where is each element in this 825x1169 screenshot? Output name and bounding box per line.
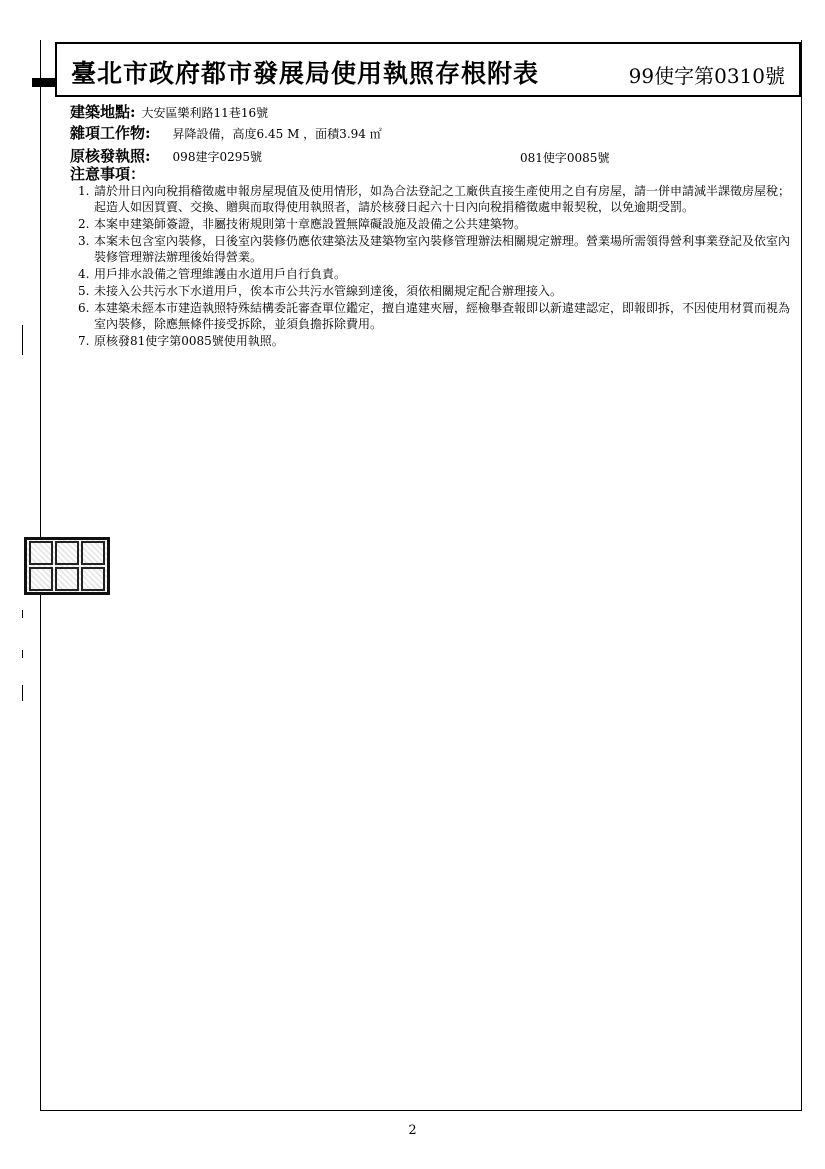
note-number: 2. — [78, 217, 90, 231]
seal-glyph-block — [55, 567, 79, 591]
margin-tick — [22, 610, 23, 618]
seal-glyph-block — [55, 541, 79, 565]
misc-row — [70, 122, 382, 143]
margin-tick — [22, 685, 23, 701]
margin-tick — [22, 325, 23, 355]
location-value: 大安區樂利路11巷16號 — [141, 106, 269, 120]
notes-list — [78, 183, 790, 350]
note-item — [78, 283, 790, 299]
note-text: 本建築未經本市建造執照特殊結構委託審查單位鑑定，擅自違建夾層，經檢舉查報即以新違建認定，即報即拆，不因使用材質而視為室內裝修，除應無條件接受拆除，並須負擔拆除費用。 — [94, 301, 791, 331]
original-license-label: 原核發執照: — [70, 147, 151, 165]
note-number: 4. — [78, 267, 90, 281]
note-item — [78, 300, 790, 332]
license-number: 99使字第0310號 — [628, 64, 785, 88]
note-item — [78, 266, 790, 282]
note-item — [78, 216, 790, 232]
note-number: 6. — [78, 301, 90, 315]
note-text: 未接入公共污水下水道用戶，俟本市公共污水管線到達後，須依相關規定配合辦理接入。 — [94, 284, 563, 298]
seal-glyph-block — [29, 541, 53, 565]
seal-glyph-block — [29, 567, 53, 591]
document-title: 臺北市政府都市發展局使用執照存根附表 — [71, 59, 540, 88]
seal-glyph-block — [81, 541, 105, 565]
location-label: 建築地點: — [70, 103, 136, 121]
notes-heading: 注意事項： — [70, 165, 146, 183]
note-item — [78, 333, 790, 349]
black-tab-mark — [32, 78, 56, 87]
note-text: 用戶排水設備之管理維護由水道用戶自行負責。 — [94, 267, 347, 281]
margin-tick — [22, 650, 23, 658]
original-license-value-1: 098建字0295號 — [172, 150, 262, 164]
note-item — [78, 183, 790, 215]
misc-label: 雜項工作物: — [70, 124, 151, 142]
official-seal-stamp — [24, 537, 110, 595]
note-number: 3. — [78, 234, 90, 248]
original-license-value-2: 081使字0085號 — [520, 151, 610, 165]
note-text: 請於卅日內向稅捐稽徵處申報房屋現值及使用情形，如為合法登記之工廠供直接生產使用之自有房屋，請一併申請減半課徵房屋稅；起造人如因買賣、交換、贈與而取得使用執照者，請於核發日起六十日內向稅捐稽徵處申報契稅，以免逾期受罰。 — [94, 184, 791, 214]
note-number: 1. — [78, 184, 90, 198]
seal-glyph-block — [81, 567, 105, 591]
page-number: 2 — [408, 1123, 417, 1138]
note-number: 7. — [78, 334, 90, 348]
location-row — [70, 101, 268, 122]
title-box — [55, 42, 801, 97]
note-item — [78, 233, 790, 265]
note-number: 5. — [78, 284, 90, 298]
note-text: 原核發81使字第0085號使用執照。 — [94, 334, 284, 348]
note-text: 本案申建築師簽證，非屬技術規則第十章應設置無障礙設施及設備之公共建築物。 — [94, 217, 527, 231]
note-text: 本案未包含室內裝修，日後室內裝修仍應依建築法及建築物室內裝修管理辦法相關規定辦理。營業場所需領得營利事業登記及依室內裝修管理辦法辦理後始得營業。 — [94, 234, 791, 264]
misc-value: 昇降設備，高度6.45 M ，面積3.94 ㎡ — [172, 127, 382, 141]
